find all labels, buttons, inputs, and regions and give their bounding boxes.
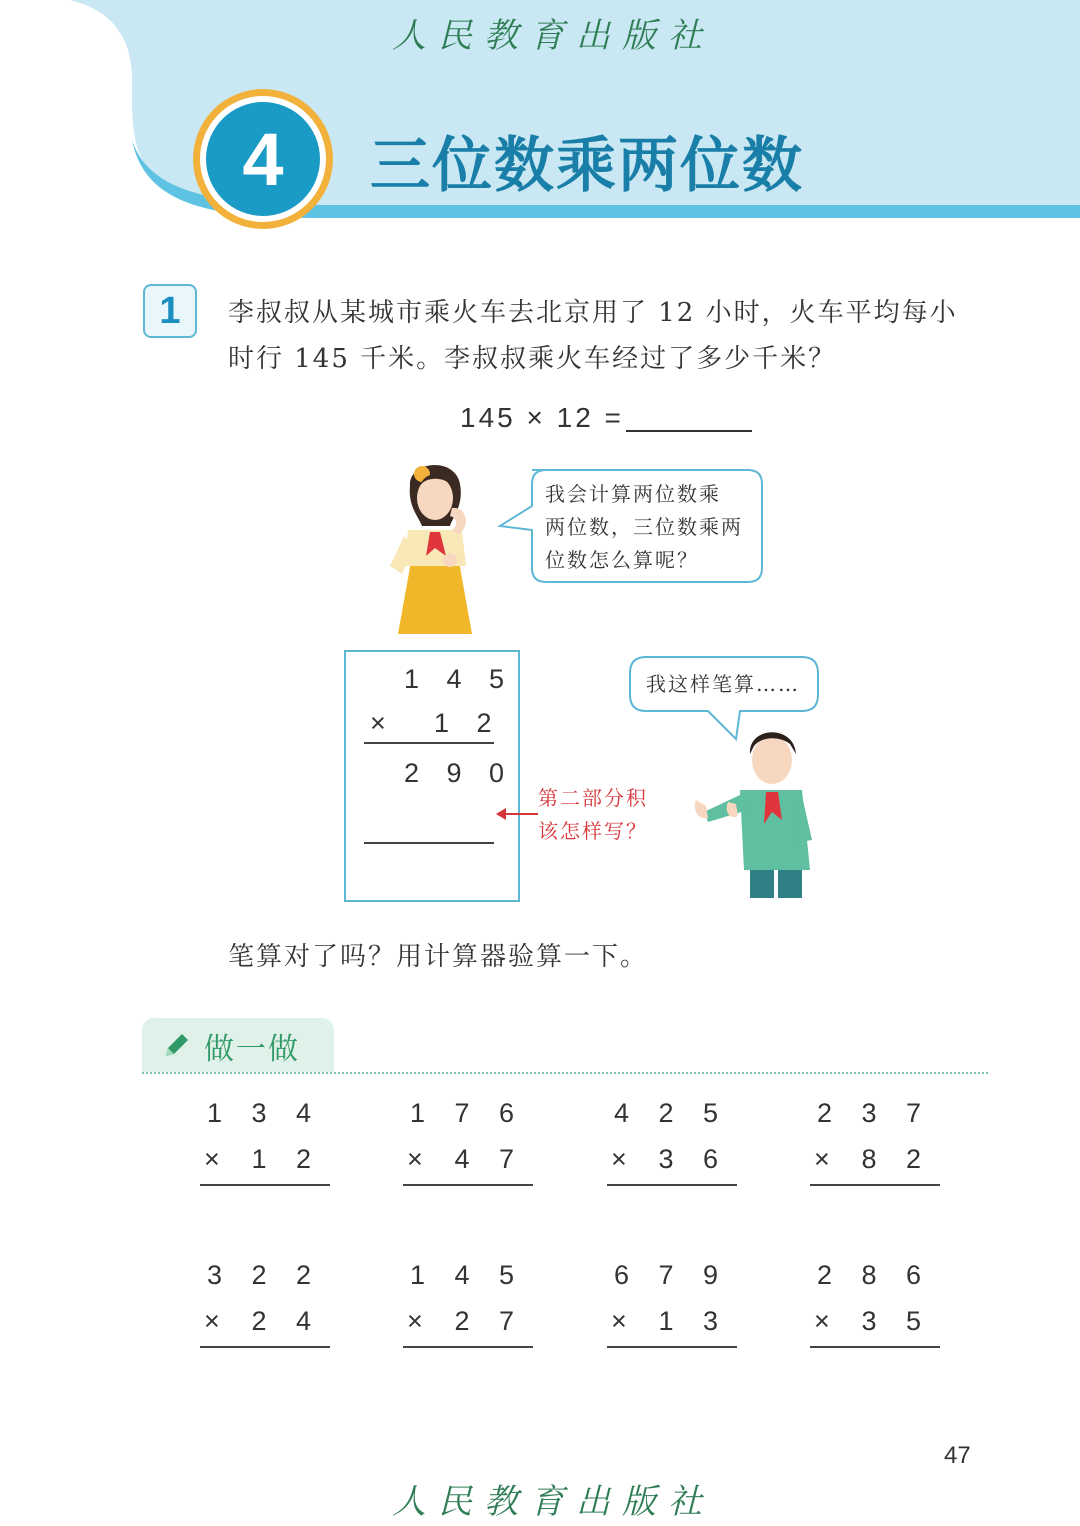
multiply-sign: × xyxy=(204,1306,220,1336)
calc-multiplier: 1 2 xyxy=(434,708,502,738)
problem-multiplier: 4 7 xyxy=(454,1144,525,1174)
speech-line: 位数怎么算呢？ xyxy=(545,548,699,572)
calc-partial-product: 2 9 0 xyxy=(404,758,515,788)
practice-divider xyxy=(142,1072,988,1074)
problem-multiplicand: 2 3 7 xyxy=(816,1098,932,1128)
practice-problem xyxy=(607,1260,737,1350)
equation: 145 × 12 = xyxy=(460,402,624,433)
hint-text xyxy=(538,782,648,848)
practice-problem xyxy=(810,1260,940,1350)
hint-arrow xyxy=(494,806,540,822)
calc-result-line xyxy=(364,842,494,844)
problem-multiplicand: 1 4 5 xyxy=(409,1260,525,1290)
problem-multiplier: 8 2 xyxy=(861,1144,932,1174)
girl-speech-text xyxy=(545,478,743,577)
chapter-number: 4 xyxy=(242,117,284,201)
calc-multiply-sign: × xyxy=(370,708,386,738)
answer-line xyxy=(403,1184,533,1186)
problem-multiplier: 3 6 xyxy=(658,1144,729,1174)
multiply-sign: × xyxy=(407,1306,423,1336)
problem-multiplicand: 2 8 6 xyxy=(816,1260,932,1290)
problem-multiplicand: 1 7 6 xyxy=(409,1098,525,1128)
publisher-logo-bottom: 人民教育出版社 xyxy=(392,1482,714,1522)
practice-problem xyxy=(810,1098,940,1188)
problem-text-line: 时行 145 千米。李叔叔乘火车经过了多少千米？ xyxy=(228,344,837,374)
problem-multiplicand: 3 2 2 xyxy=(206,1260,322,1290)
practice-problem xyxy=(200,1260,330,1350)
problem-multiplier: 3 5 xyxy=(861,1306,932,1336)
problem-multiplicand: 4 2 5 xyxy=(613,1098,729,1128)
speech-line: 我会计算两位数乘 xyxy=(545,482,721,506)
answer-line xyxy=(810,1346,940,1348)
answer-line xyxy=(607,1184,737,1186)
answer-line xyxy=(200,1346,330,1348)
publisher-logo-top: 人民教育出版社 xyxy=(392,16,714,56)
girl-illustration xyxy=(380,456,490,636)
multiply-sign: × xyxy=(814,1144,830,1174)
answer-line xyxy=(607,1346,737,1348)
boy-speech-text: 我这样笔算…… xyxy=(646,672,800,696)
speech-line: 两位数，三位数乘两 xyxy=(545,515,743,539)
pencil-icon xyxy=(160,1030,192,1062)
check-instruction: 笔算对了吗？用计算器验算一下。 xyxy=(228,942,649,972)
answer-line xyxy=(200,1184,330,1186)
hint-line: 第二部分积 xyxy=(538,786,648,810)
example-number-badge: 1 xyxy=(143,284,197,338)
practice-problem xyxy=(403,1098,533,1188)
calc-multiplicand: 1 4 5 xyxy=(404,664,515,694)
multiply-sign: × xyxy=(814,1306,830,1336)
hint-line: 该怎样写？ xyxy=(538,819,648,843)
practice-problem xyxy=(607,1098,737,1188)
practice-problem xyxy=(200,1098,330,1188)
problem-multiplicand: 1 3 4 xyxy=(206,1098,322,1128)
answer-line xyxy=(403,1346,533,1348)
multiply-sign: × xyxy=(611,1144,627,1174)
answer-line xyxy=(810,1184,940,1186)
chapter-title: 三位数乘两位数 xyxy=(370,131,804,201)
calc-line xyxy=(364,742,494,744)
problem-text-line: 李叔叔从某城市乘火车去北京用了 12 小时，火车平均每小 xyxy=(228,298,958,328)
answer-blank xyxy=(626,430,752,432)
problem-multiplier: 2 4 xyxy=(251,1306,322,1336)
multiply-sign: × xyxy=(407,1144,423,1174)
practice-title: 做一做 xyxy=(204,1032,300,1067)
practice-problem xyxy=(403,1260,533,1350)
page-number: 47 xyxy=(944,1442,971,1469)
problem-multiplier: 1 3 xyxy=(658,1306,729,1336)
multiply-sign: × xyxy=(611,1306,627,1336)
problem-multiplier: 2 7 xyxy=(454,1306,525,1336)
problem-multiplicand: 6 7 9 xyxy=(613,1260,729,1290)
problem-multiplier: 1 2 xyxy=(251,1144,322,1174)
boy-illustration xyxy=(690,720,820,900)
multiply-sign: × xyxy=(204,1144,220,1174)
